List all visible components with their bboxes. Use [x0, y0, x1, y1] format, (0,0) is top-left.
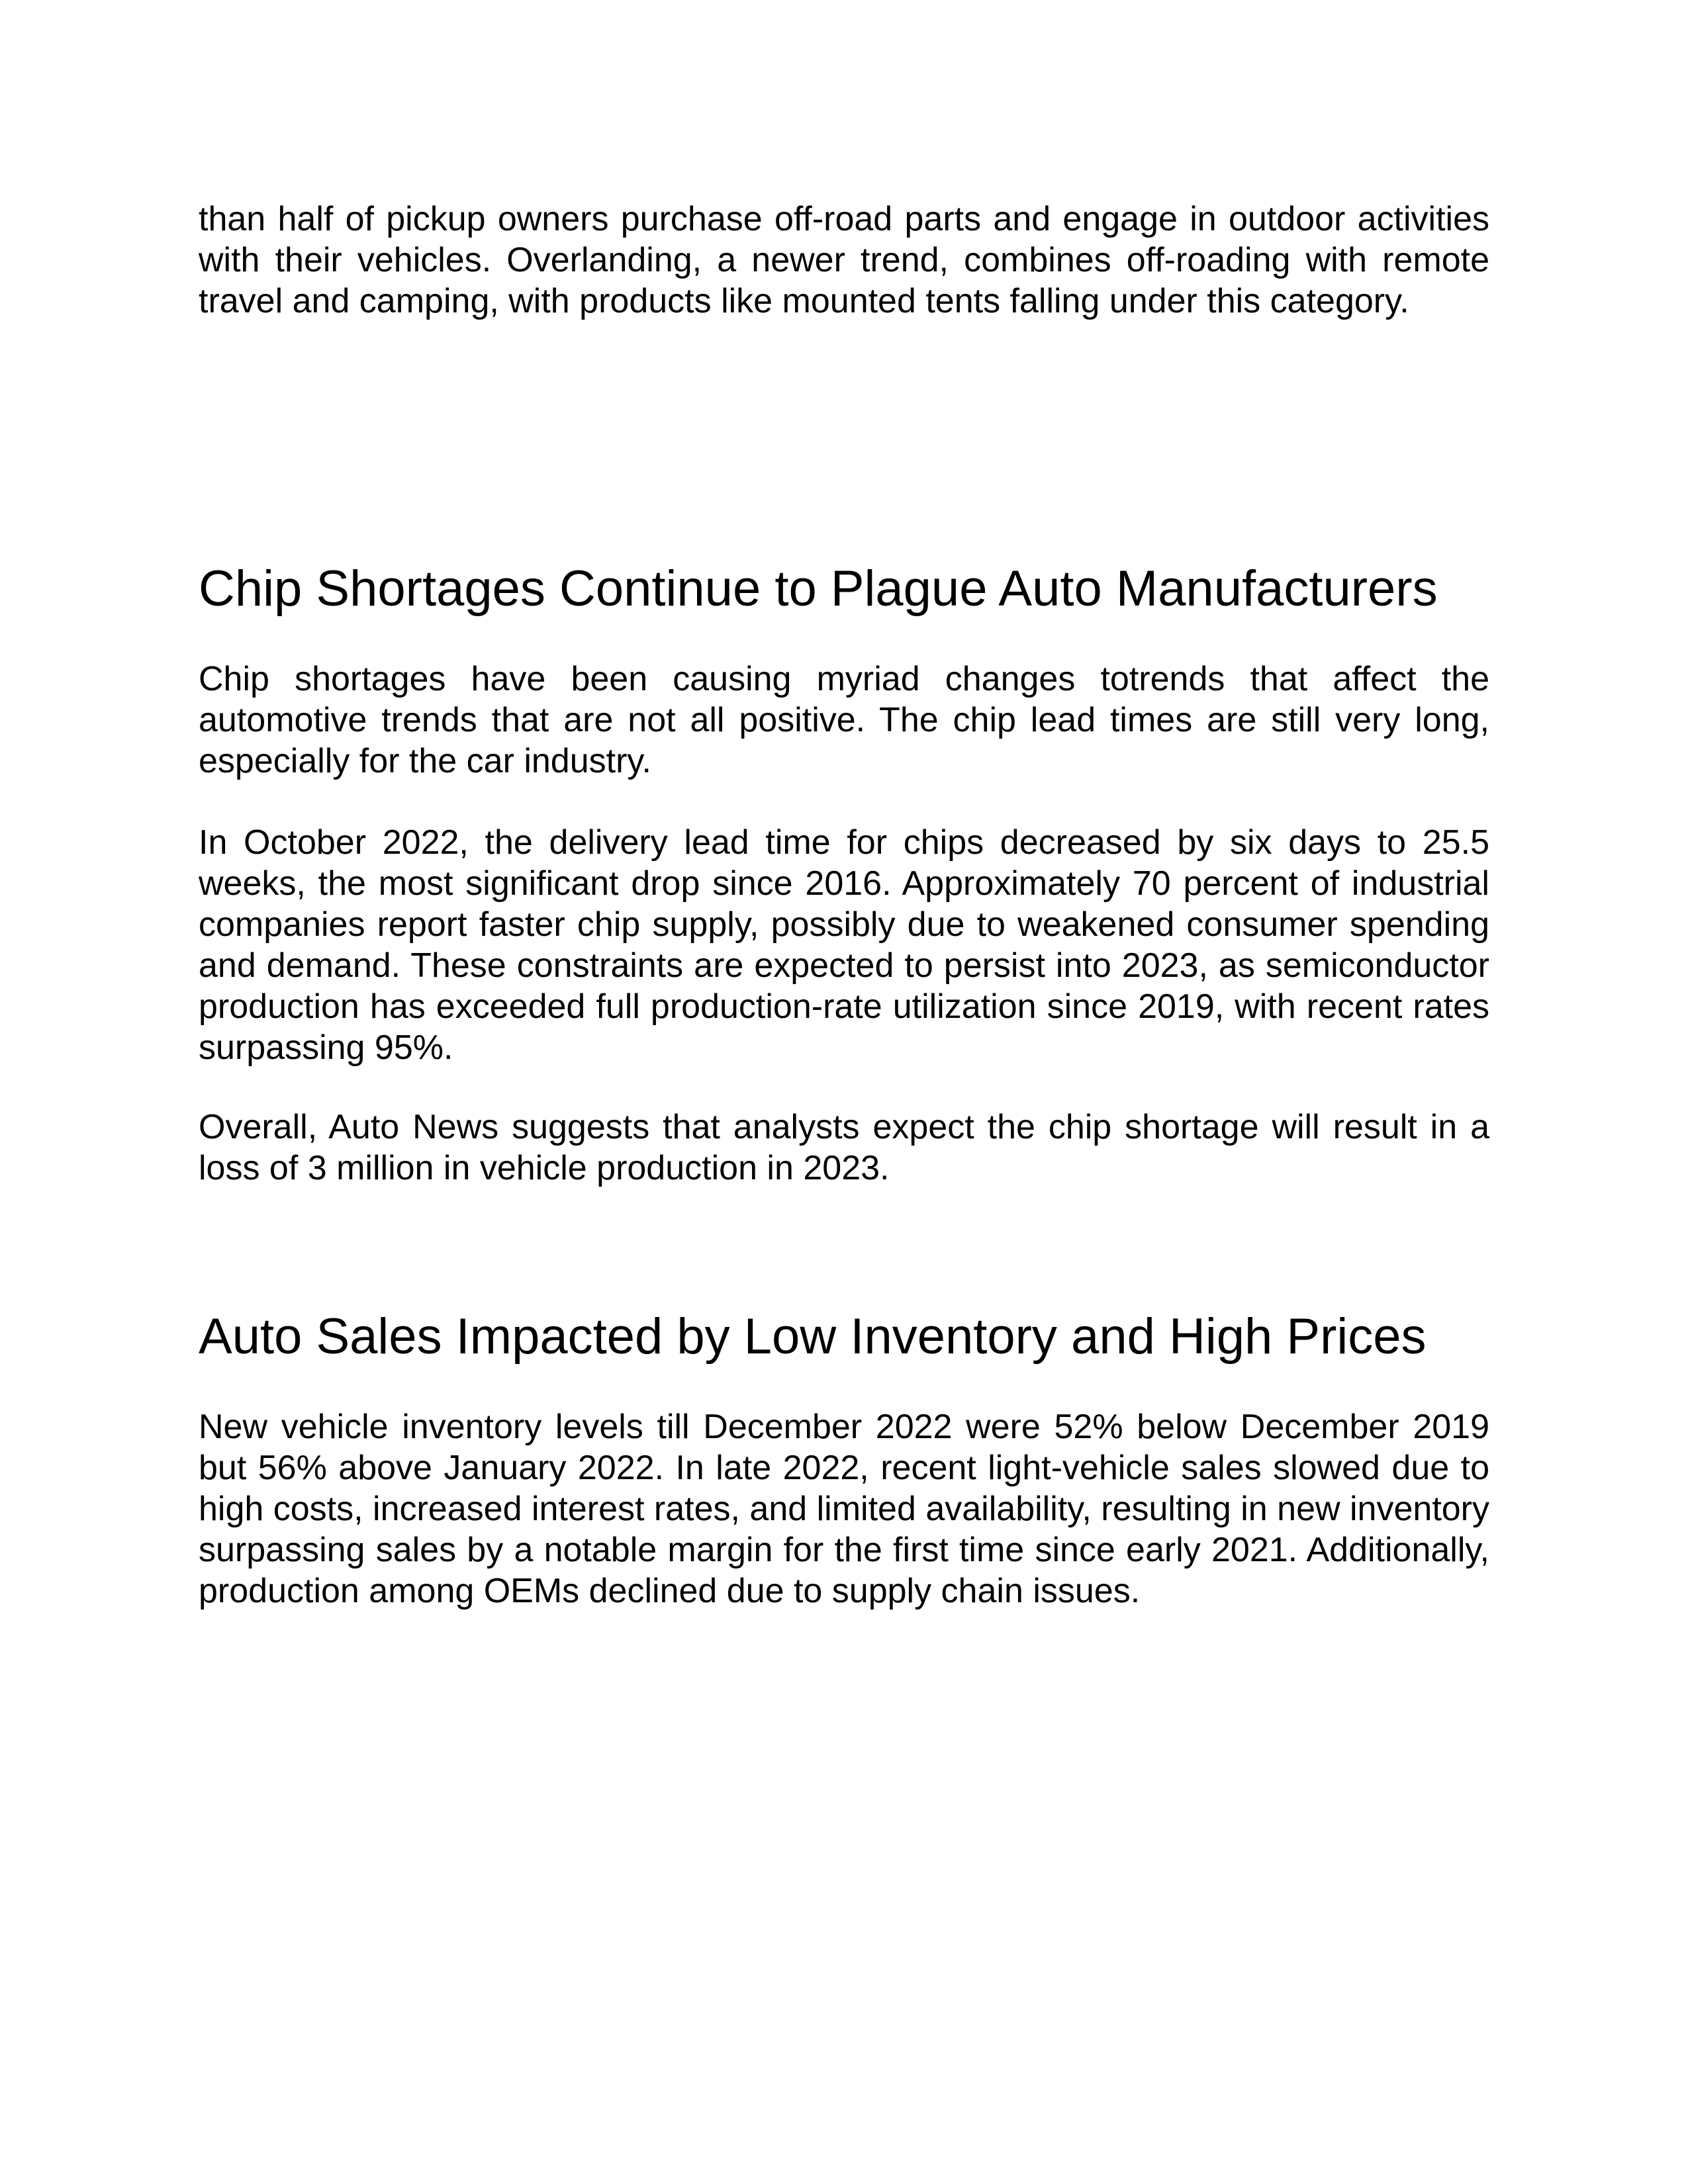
sales-paragraph-1: New vehicle inventory levels till December 2022 were 52% below December 2019 but 56% above January 2022. In late 2022, recent light-vehicle sales slowed due to high costs, increased interest rates, and limited availability, resulting in new inventory surpassing sales by a notable margin for the first time since early 2021. Additionally, production among OEMs declined due to supply chain issues. — [199, 1408, 1489, 1610]
chip-shortages-heading: Chip Shortages Continue to Plague Auto Manufacturers — [199, 561, 1438, 617]
intro-paragraph: than half of pickup owners purchase off-road parts and engage in outdoor activities with their vehicles. Overlanding, a newer trend, combines off-roading with remote travel and camping, with products like mounted tents falling under this category. — [199, 200, 1489, 320]
chip-paragraph-3: Overall, Auto News suggests that analysts expect the chip shortage will result in a loss of 3 million in vehicle production in 2023. — [199, 1108, 1489, 1187]
chip-paragraph-2: In October 2022, the delivery lead time for chips decreased by six days to 25.5 weeks, the most significant drop since 2016. Approximately 70 percent of industrial companies report faster chip supply, possibly due to weakened consumer spending and demand. These constraints are expected to persist into 2023, as semiconductor production has exceeded full production-rate utilization since 2019, with recent rates surpassing 95%. — [199, 823, 1489, 1067]
chip-paragraph-1: Chip shortages have been causing myriad changes totrends that affect the automotive trends that are not all positive. The chip lead times are still very long, especially for the car industry. — [199, 660, 1489, 780]
auto-sales-heading: Auto Sales Impacted by Low Inventory and High Prices — [199, 1308, 1427, 1365]
